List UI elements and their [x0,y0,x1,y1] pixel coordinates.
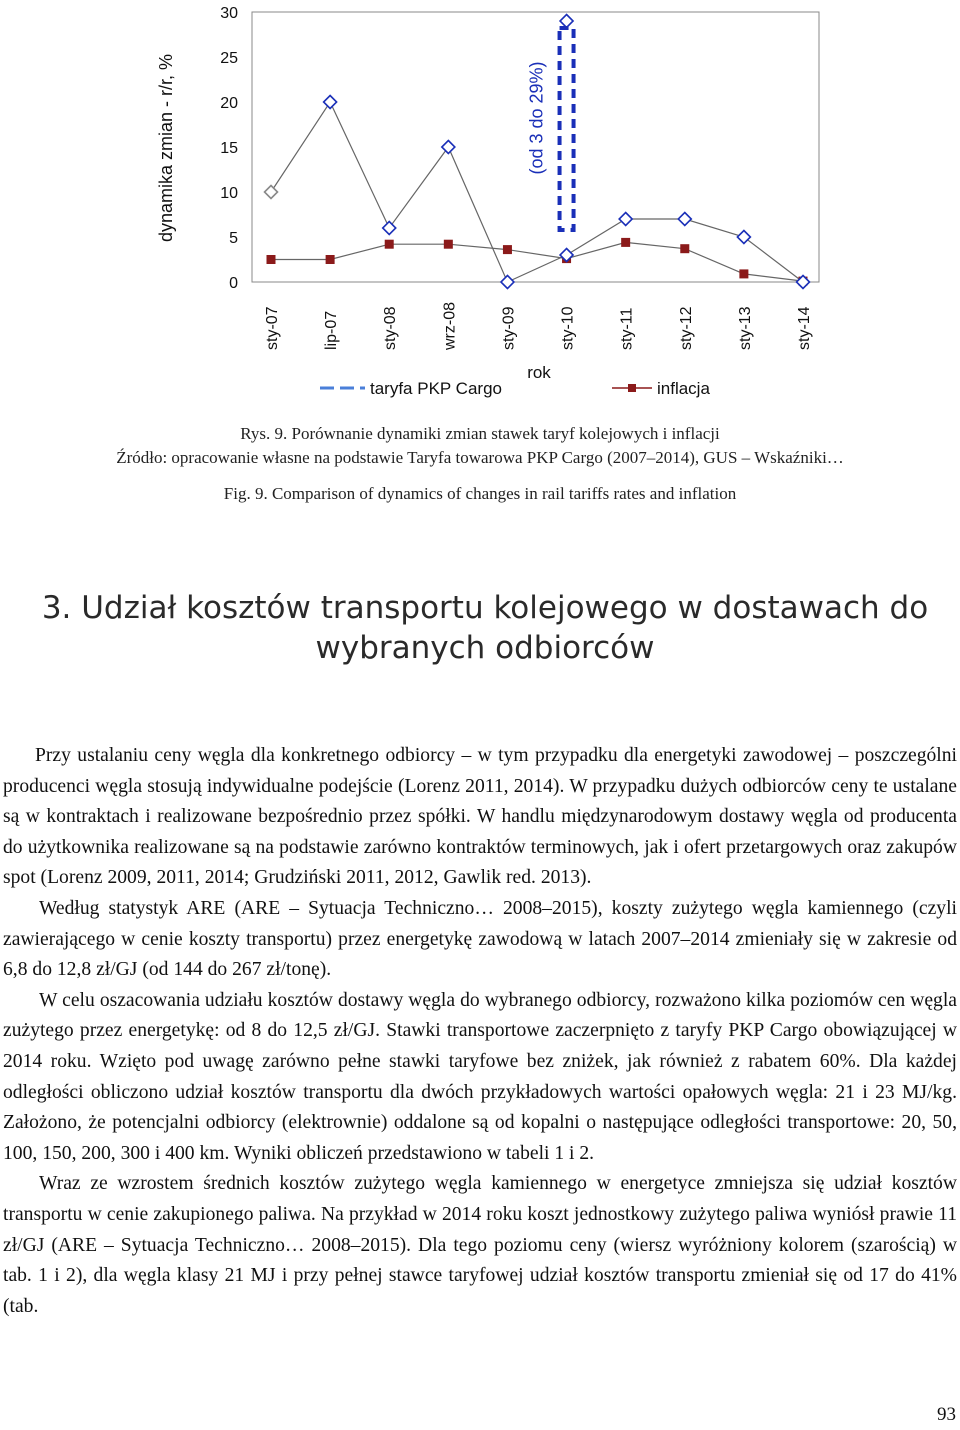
x-axis-label: rok [527,363,551,382]
marker-range-upper [560,15,573,28]
paragraph-2: Według statystyk ARE (ARE – Sytuacja Techniczno… 2008–2015), koszty zużytego węgla kamiennego (czyli zawierającego w cenie koszty transportu) przez energetykę zawodową w latach 2007–2014 zmieniały się w zakresie od 6,8 do 12,8 zł/GJ (od 144 do 267 zł/tonę). [3,897,957,981]
section-heading-line-1: 3. Udział kosztów transportu kolejowego w dostawach do [41,590,929,626]
marker-inflacja [444,240,453,249]
y-tick-label: 20 [220,95,238,112]
y-axis-label: dynamika zmian - r/r, % [156,53,176,243]
marker-inflacja [267,255,276,264]
marker-inflacja [680,244,689,253]
legend-label-taryfa: taryfa PKP Cargo [370,379,502,398]
marker-inflacja [385,240,394,249]
page-number: 93 [937,1404,956,1425]
y-tick-label: 0 [229,275,238,292]
legend-marker-inflacja [628,384,636,392]
y-tick-label: 25 [220,50,238,67]
marker-inflacja [503,245,512,254]
marker-inflacja [326,255,335,264]
marker-inflacja [621,238,630,247]
marker-inflacja [739,269,748,278]
legend-label-inflacja: inflacja [657,379,710,398]
marker-taryfa [797,276,810,289]
body-text [3,741,957,1322]
figure-caption-pl: Rys. 9. Porównanie dynamiki zmian stawek taryf kolejowych i inflacji [240,424,720,443]
x-tick-label: sty-11 [618,307,636,350]
x-tick-label: lip-07 [323,310,341,350]
y-tick-label: 5 [229,230,238,247]
range-annotation-label: (od 3 do 29%) [526,61,547,175]
x-tick-labels [264,302,813,351]
y-tick-label: 30 [220,5,238,22]
marker-taryfa [678,213,691,226]
x-tick-label: sty-08 [382,306,400,350]
y-tick-labels [220,5,238,292]
x-tick-label: sty-09 [500,306,518,350]
x-tick-label: sty-13 [736,306,754,350]
figure-source: Źródło: opracowanie własne na podstawie Taryfa towarowa PKP Cargo (2007–2014), GUS – Wskaźniki… [116,448,844,467]
marker-taryfa [501,276,514,289]
marker-taryfa [737,231,750,244]
paragraph-3: W celu oszacowania udziału kosztów dostawy węgla do wybranego odbiorcy, rozważono kilka poziomów cen węgla zużytego przez energetykę: od 8 do 12,5 zł/GJ. Stawki transportowe zaczerpnięto z taryfy PKP Cargo obowiązującej w 2014 roku. Wzięto pod uwagę zarówno pełne stawki taryfowe bez zniżek, jak również z rabatem 60%. Dla każdej odległości obliczono udział kosztów transportu dla dwóch przykładowych wartości opałowych węgla: 21 i 23 MJ/kg. Założono, że potencjalni odbiorcy (elektrownie) oddalone są od kopalni o następujące odległości transportowe: 20, 50, 100, 150, 200, 300 i 400 km. Wyniki obliczeń przedstawiono w tabeli 1 i 2. [3,989,957,1164]
marker-taryfa [265,186,278,199]
paragraph-1: Przy ustalaniu ceny węgla dla konkretnego odbiorcy – w tym przypadku dla energetyki zawodowej – poszczególni producenci węgla stosują indywidualne podejście (Lorenz 2011, 2014). W przypadku dużych odbiorców ceny te ustalane są w kontraktach i realizowane bezpośrednio przez spółki. W handlu międzynarodowym dostawy węgla od producenta do użytkownika realizowane są na podstawie zarówno kontraktów terminowych, jak i ofert przetargowych oraz zakupów spot (Lorenz 2009, 2011, 2014; Grudziński 2011, 2012, Gawlik red. 2013). [3,745,957,889]
marker-taryfa [383,222,396,235]
marker-taryfa [560,249,573,262]
figure-caption-en: Fig. 9. Comparison of dynamics of changes in rail tariffs rates and inflation [223,484,737,503]
x-tick-label: wrz-08 [441,301,459,350]
x-tick-label: sty-14 [796,306,813,350]
legend [320,379,710,398]
series-line-inflacja [271,242,803,281]
section-heading-line-2: wybranych odbiorców [315,630,655,666]
marker-taryfa [324,96,337,109]
x-tick-label: sty-10 [559,306,577,350]
y-tick-label: 15 [220,140,238,157]
paragraph-4: Wraz ze wzrostem średnich kosztów zużytego węgla kamiennego w energetyce zmniejsza się udział kosztów transportu w cenie zakupionego paliwa. Na przykład w 2014 roku koszt jednostkowy zużytego paliwa wyniósł prawie 11 zł/GJ (ARE – Sytuacja Techniczno… 2008–2015). Dla tego poziomu ceny (wiersz wyróżniony kolorem (szarością) w tab. 1 i 2), dla węgla klasy 21 MJ i przy pełnej stawce taryfowej udział kosztów transportu zmieniał się od 17 do 41% (tab. [3,1173,957,1317]
x-tick-label: sty-12 [677,306,695,350]
range-annotation-box [560,28,574,230]
y-tick-label: 10 [220,185,238,202]
chart [0,0,960,410]
marker-taryfa [619,213,632,226]
x-tick-label: sty-07 [264,306,281,350]
marker-taryfa [442,141,455,154]
